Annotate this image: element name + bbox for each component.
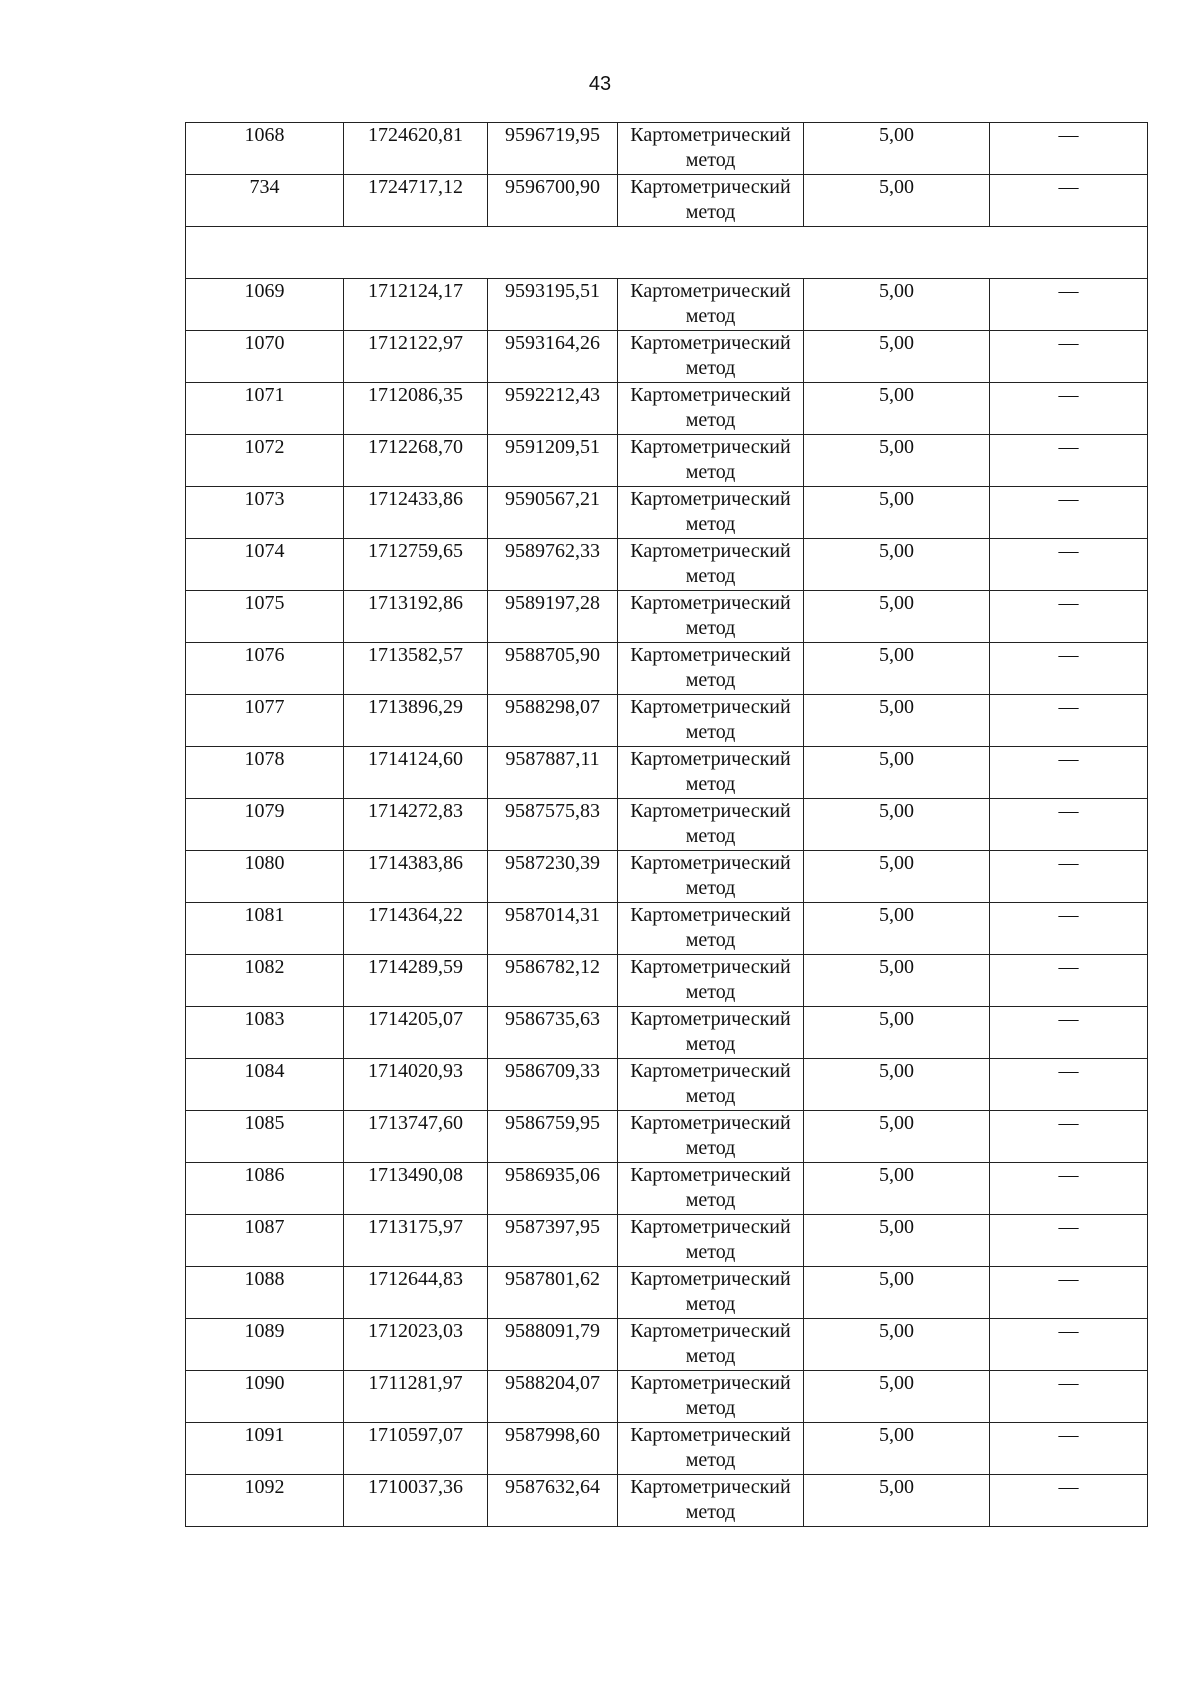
- method-cell: [618, 123, 804, 175]
- dash-mark: —: [1058, 592, 1079, 614]
- precision-cell: 5,00: [804, 695, 990, 747]
- table-row: [186, 175, 1148, 227]
- table-row: [186, 695, 1148, 747]
- method-line-2: метод: [685, 721, 736, 743]
- point-number-cell: 1084: [186, 1059, 344, 1111]
- y-coordinate-cell: 9587014,31: [488, 903, 618, 955]
- y-coordinate-cell: 9596700,90: [488, 175, 618, 227]
- y-coordinate-cell: 9593195,51: [488, 279, 618, 331]
- dash-mark: —: [1058, 280, 1079, 302]
- note-cell: [990, 747, 1148, 799]
- y-coordinate-cell: 9586782,12: [488, 955, 618, 1007]
- table-row: [186, 279, 1148, 331]
- precision-cell: 5,00: [804, 1215, 990, 1267]
- method-line-1: Картометрический: [630, 904, 791, 926]
- note-cell: [990, 279, 1148, 331]
- method-cell: [618, 487, 804, 539]
- note-cell: [990, 851, 1148, 903]
- table-row: [186, 1319, 1148, 1371]
- x-coordinate-cell: 1714289,59: [344, 955, 488, 1007]
- point-number-cell: 1092: [186, 1475, 344, 1527]
- method-cell: [618, 591, 804, 643]
- y-coordinate-cell: 9587998,60: [488, 1423, 618, 1475]
- y-coordinate-cell: 9588705,90: [488, 643, 618, 695]
- table-row: [186, 747, 1148, 799]
- note-cell: [990, 1319, 1148, 1371]
- y-coordinate-cell: 9591209,51: [488, 435, 618, 487]
- x-coordinate-cell: 1714364,22: [344, 903, 488, 955]
- x-coordinate-cell: 1712433,86: [344, 487, 488, 539]
- y-coordinate-cell: 9586709,33: [488, 1059, 618, 1111]
- method-cell: [618, 331, 804, 383]
- table-body-main: [186, 279, 1148, 1527]
- method-cell: [618, 903, 804, 955]
- method-cell: [618, 695, 804, 747]
- note-cell: [990, 1007, 1148, 1059]
- method-cell: [618, 799, 804, 851]
- point-number-cell: 1073: [186, 487, 344, 539]
- method-cell: [618, 1267, 804, 1319]
- method-line-1: Картометрический: [630, 280, 791, 302]
- method-cell: [618, 383, 804, 435]
- x-coordinate-cell: 1710037,36: [344, 1475, 488, 1527]
- precision-cell: 5,00: [804, 1371, 990, 1423]
- separator-row: [186, 227, 1148, 279]
- method-line-2: метод: [685, 565, 736, 587]
- method-cell: [618, 435, 804, 487]
- method-line-2: метод: [685, 877, 736, 899]
- x-coordinate-cell: 1712122,97: [344, 331, 488, 383]
- dash-mark: —: [1058, 488, 1079, 510]
- note-cell: [990, 1475, 1148, 1527]
- method-cell: [618, 747, 804, 799]
- note-cell: [990, 643, 1148, 695]
- note-cell: [990, 591, 1148, 643]
- table-row: [186, 903, 1148, 955]
- table-row: [186, 1475, 1148, 1527]
- precision-cell: 5,00: [804, 1267, 990, 1319]
- precision-cell: 5,00: [804, 1059, 990, 1111]
- x-coordinate-cell: 1714383,86: [344, 851, 488, 903]
- point-number-cell: 1082: [186, 955, 344, 1007]
- method-line-2: метод: [685, 981, 736, 1003]
- method-line-2: метод: [685, 1501, 736, 1523]
- method-cell: [618, 1319, 804, 1371]
- x-coordinate-cell: 1710597,07: [344, 1423, 488, 1475]
- y-coordinate-cell: 9589762,33: [488, 539, 618, 591]
- table-row: [186, 1059, 1148, 1111]
- y-coordinate-cell: 9588091,79: [488, 1319, 618, 1371]
- method-line-1: Картометрический: [630, 1476, 791, 1498]
- page-number: 43: [588, 73, 612, 95]
- x-coordinate-cell: 1712644,83: [344, 1267, 488, 1319]
- precision-cell: 5,00: [804, 435, 990, 487]
- table-row: [186, 1163, 1148, 1215]
- method-line-1: Картометрический: [630, 1112, 791, 1134]
- note-cell: [990, 487, 1148, 539]
- method-line-2: метод: [685, 461, 736, 483]
- x-coordinate-cell: 1714124,60: [344, 747, 488, 799]
- dash-mark: —: [1058, 1372, 1079, 1394]
- x-coordinate-cell: 1712023,03: [344, 1319, 488, 1371]
- table-row: [186, 539, 1148, 591]
- point-number-cell: 1075: [186, 591, 344, 643]
- method-line-1: Картометрический: [630, 592, 791, 614]
- dash-mark: —: [1058, 852, 1079, 874]
- precision-cell: 5,00: [804, 1163, 990, 1215]
- dash-mark: —: [1058, 1008, 1079, 1030]
- y-coordinate-cell: 9588204,07: [488, 1371, 618, 1423]
- point-number-cell: 1069: [186, 279, 344, 331]
- precision-cell: 5,00: [804, 279, 990, 331]
- method-line-2: метод: [685, 305, 736, 327]
- x-coordinate-cell: 1714205,07: [344, 1007, 488, 1059]
- dash-mark: —: [1058, 904, 1079, 926]
- method-line-2: метод: [685, 1345, 736, 1367]
- method-line-2: метод: [685, 773, 736, 795]
- x-coordinate-cell: 1713747,60: [344, 1111, 488, 1163]
- dash-mark: —: [1058, 1424, 1079, 1446]
- point-number-cell: 1083: [186, 1007, 344, 1059]
- point-number-cell: 1090: [186, 1371, 344, 1423]
- dash-mark: —: [1058, 540, 1079, 562]
- method-cell: [618, 1423, 804, 1475]
- note-cell: [990, 435, 1148, 487]
- point-number-cell: 1085: [186, 1111, 344, 1163]
- y-coordinate-cell: 9586735,63: [488, 1007, 618, 1059]
- method-line-2: метод: [685, 1033, 736, 1055]
- method-line-2: метод: [685, 1293, 736, 1315]
- precision-cell: 5,00: [804, 1423, 990, 1475]
- dash-mark: —: [1058, 644, 1079, 666]
- note-cell: [990, 1423, 1148, 1475]
- point-number-cell: 1081: [186, 903, 344, 955]
- point-number-cell: 1086: [186, 1163, 344, 1215]
- dash-mark: —: [1058, 800, 1079, 822]
- table-row: [186, 123, 1148, 175]
- method-line-2: метод: [685, 1449, 736, 1471]
- note-cell: [990, 123, 1148, 175]
- method-line-1: Картометрический: [630, 748, 791, 770]
- point-number-cell: 1068: [186, 123, 344, 175]
- point-number-cell: 1074: [186, 539, 344, 591]
- method-cell: [618, 1007, 804, 1059]
- y-coordinate-cell: 9586759,95: [488, 1111, 618, 1163]
- note-cell: [990, 1163, 1148, 1215]
- method-cell: [618, 1059, 804, 1111]
- table-row: [186, 643, 1148, 695]
- method-line-2: метод: [685, 929, 736, 951]
- point-number-cell: 1091: [186, 1423, 344, 1475]
- point-number-cell: 1076: [186, 643, 344, 695]
- precision-cell: 5,00: [804, 1007, 990, 1059]
- method-cell: [618, 955, 804, 1007]
- x-coordinate-cell: 1713582,57: [344, 643, 488, 695]
- precision-cell: 5,00: [804, 643, 990, 695]
- dash-mark: —: [1058, 748, 1079, 770]
- y-coordinate-cell: 9596719,95: [488, 123, 618, 175]
- method-line-2: метод: [685, 1241, 736, 1263]
- method-line-2: метод: [685, 149, 736, 171]
- x-coordinate-cell: 1713192,86: [344, 591, 488, 643]
- precision-cell: 5,00: [804, 1319, 990, 1371]
- x-coordinate-cell: 1713490,08: [344, 1163, 488, 1215]
- method-line-1: Картометрический: [630, 1164, 791, 1186]
- method-line-1: Картометрический: [630, 436, 791, 458]
- method-line-1: Картометрический: [630, 1060, 791, 1082]
- note-cell: [990, 383, 1148, 435]
- dash-mark: —: [1058, 696, 1079, 718]
- method-line-1: Картометрический: [630, 1424, 791, 1446]
- precision-cell: 5,00: [804, 591, 990, 643]
- method-line-2: метод: [685, 513, 736, 535]
- note-cell: [990, 175, 1148, 227]
- method-cell: [618, 643, 804, 695]
- x-coordinate-cell: 1712124,17: [344, 279, 488, 331]
- method-line-1: Картометрический: [630, 852, 791, 874]
- method-line-1: Картометрический: [630, 540, 791, 562]
- precision-cell: 5,00: [804, 1111, 990, 1163]
- note-cell: [990, 955, 1148, 1007]
- method-line-2: метод: [685, 669, 736, 691]
- coordinates-table: [185, 122, 1148, 1527]
- point-number-cell: 1080: [186, 851, 344, 903]
- y-coordinate-cell: 9587230,39: [488, 851, 618, 903]
- table-body-top: [186, 123, 1148, 227]
- method-line-1: Картометрический: [630, 488, 791, 510]
- table-separator: [186, 227, 1148, 279]
- table-row: [186, 1007, 1148, 1059]
- y-coordinate-cell: 9588298,07: [488, 695, 618, 747]
- y-coordinate-cell: 9586935,06: [488, 1163, 618, 1215]
- dash-mark: —: [1058, 1216, 1079, 1238]
- precision-cell: 5,00: [804, 539, 990, 591]
- note-cell: [990, 1267, 1148, 1319]
- method-cell: [618, 851, 804, 903]
- precision-cell: 5,00: [804, 331, 990, 383]
- note-cell: [990, 903, 1148, 955]
- method-line-2: метод: [685, 1137, 736, 1159]
- dash-mark: —: [1058, 332, 1079, 354]
- dash-mark: —: [1058, 1268, 1079, 1290]
- note-cell: [990, 539, 1148, 591]
- precision-cell: 5,00: [804, 903, 990, 955]
- point-number-cell: 1089: [186, 1319, 344, 1371]
- point-number-cell: 1088: [186, 1267, 344, 1319]
- y-coordinate-cell: 9587887,11: [488, 747, 618, 799]
- precision-cell: 5,00: [804, 747, 990, 799]
- method-cell: [618, 1111, 804, 1163]
- point-number-cell: 1087: [186, 1215, 344, 1267]
- method-cell: [618, 175, 804, 227]
- precision-cell: 5,00: [804, 123, 990, 175]
- method-line-1: Картометрический: [630, 1216, 791, 1238]
- method-line-1: Картометрический: [630, 1372, 791, 1394]
- y-coordinate-cell: 9593164,26: [488, 331, 618, 383]
- x-coordinate-cell: 1724620,81: [344, 123, 488, 175]
- table-row: [186, 955, 1148, 1007]
- y-coordinate-cell: 9587397,95: [488, 1215, 618, 1267]
- dash-mark: —: [1058, 1164, 1079, 1186]
- method-line-2: метод: [685, 201, 736, 223]
- precision-cell: 5,00: [804, 383, 990, 435]
- method-cell: [618, 1371, 804, 1423]
- note-cell: [990, 331, 1148, 383]
- x-coordinate-cell: 1724717,12: [344, 175, 488, 227]
- precision-cell: 5,00: [804, 851, 990, 903]
- table-row: [186, 851, 1148, 903]
- method-line-1: Картометрический: [630, 696, 791, 718]
- note-cell: [990, 1371, 1148, 1423]
- note-cell: [990, 1215, 1148, 1267]
- dash-mark: —: [1058, 124, 1079, 146]
- dash-mark: —: [1058, 436, 1079, 458]
- method-cell: [618, 1163, 804, 1215]
- method-cell: [618, 539, 804, 591]
- x-coordinate-cell: 1712759,65: [344, 539, 488, 591]
- x-coordinate-cell: 1712268,70: [344, 435, 488, 487]
- dash-mark: —: [1058, 176, 1079, 198]
- method-line-1: Картометрический: [630, 124, 791, 146]
- note-cell: [990, 695, 1148, 747]
- method-cell: [618, 279, 804, 331]
- table-row: [186, 487, 1148, 539]
- method-line-2: метод: [685, 1397, 736, 1419]
- dash-mark: —: [1058, 1320, 1079, 1342]
- table-row: [186, 1423, 1148, 1475]
- table-row: [186, 591, 1148, 643]
- y-coordinate-cell: 9592212,43: [488, 383, 618, 435]
- point-number-cell: 1070: [186, 331, 344, 383]
- table-row: [186, 1267, 1148, 1319]
- method-line-2: метод: [685, 1189, 736, 1211]
- method-line-1: Картометрический: [630, 644, 791, 666]
- method-line-1: Картометрический: [630, 1268, 791, 1290]
- point-number-cell: 1079: [186, 799, 344, 851]
- table-row: [186, 799, 1148, 851]
- x-coordinate-cell: 1714020,93: [344, 1059, 488, 1111]
- y-coordinate-cell: 9587575,83: [488, 799, 618, 851]
- note-cell: [990, 1059, 1148, 1111]
- precision-cell: 5,00: [804, 1475, 990, 1527]
- x-coordinate-cell: 1713175,97: [344, 1215, 488, 1267]
- table-row: [186, 331, 1148, 383]
- y-coordinate-cell: 9587801,62: [488, 1267, 618, 1319]
- y-coordinate-cell: 9590567,21: [488, 487, 618, 539]
- dash-mark: —: [1058, 1476, 1079, 1498]
- dash-mark: —: [1058, 1112, 1079, 1134]
- note-cell: [990, 1111, 1148, 1163]
- dash-mark: —: [1058, 956, 1079, 978]
- precision-cell: 5,00: [804, 955, 990, 1007]
- method-line-1: Картометрический: [630, 332, 791, 354]
- table-row: [186, 435, 1148, 487]
- precision-cell: 5,00: [804, 799, 990, 851]
- method-line-2: метод: [685, 357, 736, 379]
- x-coordinate-cell: 1712086,35: [344, 383, 488, 435]
- y-coordinate-cell: 9589197,28: [488, 591, 618, 643]
- x-coordinate-cell: 1711281,97: [344, 1371, 488, 1423]
- y-coordinate-cell: 9587632,64: [488, 1475, 618, 1527]
- dash-mark: —: [1058, 384, 1079, 406]
- x-coordinate-cell: 1713896,29: [344, 695, 488, 747]
- method-line-1: Картометрический: [630, 384, 791, 406]
- method-line-1: Картометрический: [630, 1008, 791, 1030]
- precision-cell: 5,00: [804, 175, 990, 227]
- table-row: [186, 1371, 1148, 1423]
- method-line-2: метод: [685, 409, 736, 431]
- point-number-cell: 1077: [186, 695, 344, 747]
- method-line-1: Картометрический: [630, 176, 791, 198]
- point-number-cell: 1071: [186, 383, 344, 435]
- note-cell: [990, 799, 1148, 851]
- dash-mark: —: [1058, 1060, 1079, 1082]
- table-row: [186, 1215, 1148, 1267]
- method-line-2: метод: [685, 1085, 736, 1107]
- table-row: [186, 1111, 1148, 1163]
- point-number-cell: 1078: [186, 747, 344, 799]
- precision-cell: 5,00: [804, 487, 990, 539]
- point-number-cell: 1072: [186, 435, 344, 487]
- method-line-1: Картометрический: [630, 800, 791, 822]
- method-cell: [618, 1215, 804, 1267]
- x-coordinate-cell: 1714272,83: [344, 799, 488, 851]
- method-line-2: метод: [685, 825, 736, 847]
- method-line-2: метод: [685, 617, 736, 639]
- method-cell: [618, 1475, 804, 1527]
- separator-cell: [186, 227, 1148, 279]
- method-line-1: Картометрический: [630, 1320, 791, 1342]
- table-row: [186, 383, 1148, 435]
- method-line-1: Картометрический: [630, 956, 791, 978]
- point-number-cell: 734: [186, 175, 344, 227]
